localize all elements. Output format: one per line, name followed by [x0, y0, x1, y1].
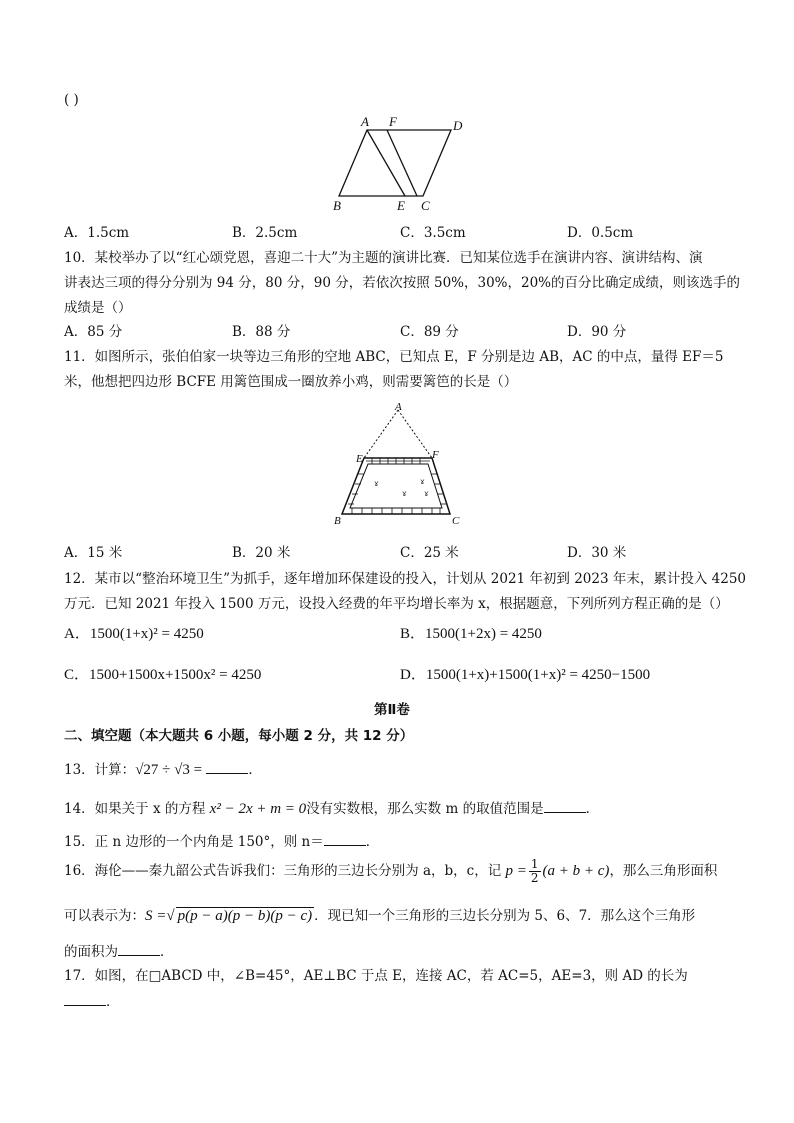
q14-suffix: ．: [585, 801, 600, 817]
q9-option-b[interactable]: B．2.5cm: [232, 225, 298, 241]
q16-line-3-text: 的面积为: [64, 944, 118, 960]
q11-option-c[interactable]: C．25 米: [400, 545, 459, 561]
q11-line-1: 11．如图所示，张伯伯家一块等边三角形的空地 ABC，已知点 E，F 分别是边 AB，AC 的中点，量得 EF＝5: [64, 349, 724, 365]
q9-option-a[interactable]: A．1.5cm: [64, 225, 130, 241]
q16-line-2-prefix: 可以表示为：: [64, 908, 145, 924]
q14-prefix: 14．如果关于 x 的方程: [64, 801, 210, 817]
q12-option-b[interactable]: B．1500(1+2x) = 4250: [400, 626, 542, 642]
q12-line-2: 万元．已知 2021 年投入 1500 万元，设投入经费的年平均增长率为 x，根据题意，下列所列方程正确的是（）: [64, 596, 729, 612]
q17-line-1: 17．如图，在□ABCD 中，∠B=45°，AE⊥BC 于点 E，连接 AC，若 AC=5，AE=3，则 AD 的长为: [64, 968, 688, 984]
label-b: B: [333, 198, 341, 213]
svg-text:ɤ: ɤ: [402, 489, 407, 498]
segment-ae: [367, 130, 405, 196]
label-f: F: [432, 449, 439, 461]
q15-answer-blank[interactable]: [324, 833, 366, 846]
q11-option-d[interactable]: D．30 米: [567, 545, 627, 561]
label-c: C: [452, 515, 460, 526]
q13-expression: √27 ÷ √3 =: [135, 762, 203, 778]
sqrt-icon: √: [166, 908, 175, 924]
q16-line-1-suffix: ，那么三角形面积: [609, 863, 718, 879]
fence-inner: [350, 464, 442, 508]
q13-suffix: ．: [248, 762, 262, 778]
q16-line-3: [64, 940, 174, 960]
q14-answer-blank[interactable]: [544, 800, 586, 813]
q17-line-2: [64, 990, 120, 1010]
label-d: D: [453, 118, 463, 133]
q16-radicand: p(p − a)(p − b)(p − c): [177, 908, 313, 924]
q14-equation: x² − 2x + m = 0: [209, 801, 307, 817]
q16-p-rest: (a + b + c): [542, 863, 610, 879]
q16-line-1: [64, 858, 717, 885]
q9-paren: ( ): [64, 92, 79, 108]
fraction-numerator: 1: [530, 857, 539, 871]
q11-option-a[interactable]: A．15 米: [64, 545, 123, 561]
dashed-ae: [364, 410, 398, 458]
q12-option-d[interactable]: D．1500(1+x)+1500(1+x)² = 4250−1500: [400, 667, 651, 683]
q10-option-d[interactable]: D．90 分: [567, 324, 627, 340]
q13-prefix: 13．计算：: [64, 762, 136, 778]
fraction-denominator: 2: [530, 871, 539, 885]
section-2-heading: 二、填空题（本大题共 6 小题，每小题 2 分，共 12 分）: [64, 728, 414, 744]
label-c: C: [421, 198, 430, 213]
q12-option-c[interactable]: C．1500+1500x+1500x² = 4250: [64, 667, 262, 683]
q17-suffix: ．: [106, 994, 120, 1010]
label-e: E: [397, 198, 405, 213]
q11-fence-figure: [328, 402, 468, 526]
label-a: A: [395, 402, 402, 413]
segment-fe: [387, 130, 417, 196]
fence-bcfe: [342, 458, 450, 514]
q12-line-1: 12．某市以“整治环境卫生”为抓手，逐年增加环保建设的投入，计划从 2021 年初到 2023 年末，累计投入 4250: [64, 571, 747, 587]
q12-option-a[interactable]: A．1500(1+x)² = 4250: [64, 626, 204, 642]
q16-half-fraction: [529, 858, 541, 885]
q16-s-equals: S =: [145, 908, 167, 924]
q10-line-1: 10．某校举办了以“红心颂党恩，喜迎二十大”为主题的演讲比赛．已知某位选手在演讲内容、演讲结构、演: [64, 250, 703, 266]
svg-text:ɤ: ɤ: [424, 489, 429, 498]
fence-posts: [348, 458, 446, 514]
q13-answer-blank[interactable]: [206, 761, 248, 774]
q16-line-2: [64, 904, 695, 925]
label-b: B: [334, 515, 341, 526]
q16-line-2-suffix: ．现已知一个三角形的三边长分别为 5、6、7．那么这个三角形: [314, 908, 696, 924]
label-f: F: [389, 114, 397, 129]
label-a: A: [361, 114, 369, 129]
q13: [64, 758, 262, 779]
label-e: E: [356, 453, 363, 465]
q9-option-d[interactable]: D．0.5cm: [567, 225, 634, 241]
chicken-icons: [374, 477, 429, 498]
q14: [64, 797, 599, 818]
q10-option-c[interactable]: C．89 分: [400, 324, 459, 340]
dashed-af: [398, 410, 432, 458]
q16-answer-blank[interactable]: [118, 943, 160, 956]
q15-text: 15．正 n 边形的一个内角是 150°，则 n＝: [64, 834, 324, 850]
q14-text: 没有实数根，那么实数 m 的取值范围是: [306, 801, 544, 817]
q16-line-1-prefix: 16．海伦——秦九韶公式告诉我们：三角形的三边长分别为 a，b，c，记: [64, 863, 506, 879]
svg-text:ɤ: ɤ: [374, 479, 379, 488]
q15-suffix: ．: [365, 834, 380, 850]
q16-p-equals: p =: [505, 863, 527, 879]
q17-answer-blank[interactable]: [64, 993, 106, 1006]
q9-option-c[interactable]: C．3.5cm: [400, 225, 466, 241]
svg-text:ɤ: ɤ: [420, 477, 425, 486]
part-ii-title: 第Ⅱ卷: [374, 702, 410, 718]
q15: [64, 830, 379, 850]
q9-parallelogram-figure: [325, 112, 475, 214]
q11-option-b[interactable]: B．20 米: [232, 545, 291, 561]
q10-option-b[interactable]: B．88 分: [232, 324, 291, 340]
q16-suffix: ．: [160, 944, 174, 960]
q11-line-2: 米，他想把四边形 BCFE 用篱笆围成一圈放养小鸡，则需要篱笆的长是（）: [64, 374, 518, 390]
q10-option-a[interactable]: A．85 分: [64, 324, 123, 340]
parallelogram-abcd: [339, 130, 451, 196]
q10-line-2: 讲表达三项的得分分别为 94 分，80 分，90 分，若依次按照 50%，30%，20%的百分比确定成绩，则该选手的: [64, 275, 741, 291]
q10-line-3: 成绩是（）: [64, 300, 132, 316]
